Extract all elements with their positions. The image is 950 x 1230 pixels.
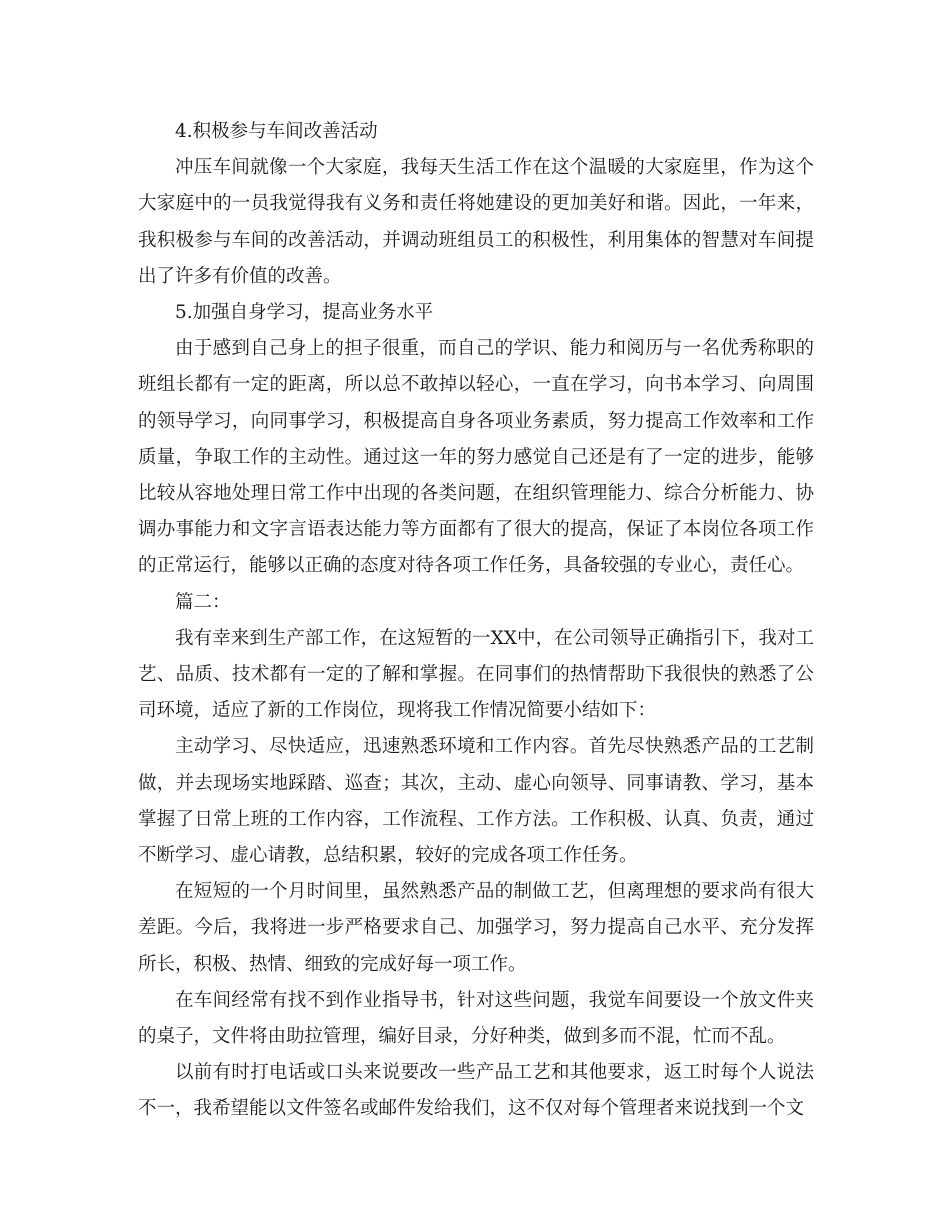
paragraph: 在短短的一个月时间里，虽然熟悉产品的制做工艺，但离理想的要求尚有很大差距。今后，我将进一步严格要求自己、加强学习，努力提高自己水平、充分发挥所长，积极、热情、细致的完成好每一项工作。	[138, 881, 814, 975]
paragraph: 冲压车间就像一个大家庭，我每天生活工作在这个温暖的大家庭里，作为这个大家庭中的一员我觉得我有义务和责任将她建设的更加美好和谐。因此，一年来，我积极参与车间的改善活动，并调动班组员工的积极性，利用集体的智慧对车间提出了许多有价值的改善。	[138, 157, 814, 287]
part-heading: 篇二：	[175, 591, 231, 613]
paragraph: 我有幸来到生产部工作，在这短暂的一XX中，在公司领导正确指引下，我对工艺、品质、技术都有一定的了解和掌握。在同事们的热情帮助下我很快的熟悉了公司环境，适应了新的工作岗位，现将我工作情况简要小结如下：	[138, 627, 814, 722]
paragraph: 主动学习、尽快适应，迅速熟悉环境和工作内容。首先尽快熟悉产品的工艺制做，并去现场实地踩踏、巡查；其次，主动、虚心向领导、同事请教、学习，基本掌握了日常上班的工作内容，工作流程、工作方法。工作积极、认真、负责，通过不断学习、虚心请教，总结积累，较好的完成各项工作任务。	[138, 736, 814, 867]
section-heading-4: 4.积极参与车间改善活动	[175, 121, 378, 142]
paragraph: 在车间经常有找不到作业指导书，针对这些问题，我觉车间要设一个放文件夹的桌子，文件将由助拉管理，编好目录，分好种类，做到多而不混，忙而不乱。	[138, 989, 814, 1048]
paragraph: 以前有时打电话或口头来说要改一些产品工艺和其他要求，返工时每个人说法不一，我希望能以文件签名或邮件发给我们，这不仅对每个管理者来说找到一个文	[138, 1062, 814, 1120]
paragraph: 由于感到自己身上的担子很重，而自己的学识、能力和阅历与一名优秀称职的班组长都有一定的距离，所以总不敢掉以轻心，一直在学习，向书本学习、向周围的领导学习，向同事学习，积极提高自身各项业务素质，努力提高工作效率和工作质量，争取工作的主动性。通过这一年的努力感觉自己还是有了一定的进步，能够比较从容地处理日常工作中出现的各类问题，在组织管理能力、综合分析能力、协调办事能力和文字言语表达能力等方面都有了很大的提高，保证了本岗位各项工作的正常运行，能够以正确的态度对待各项工作任务，具备较强的专业心，责任心。	[138, 338, 814, 577]
section-heading-5: 5.加强自身学习，提高业务水平	[175, 302, 434, 324]
document-body	[138, 114, 814, 1128]
